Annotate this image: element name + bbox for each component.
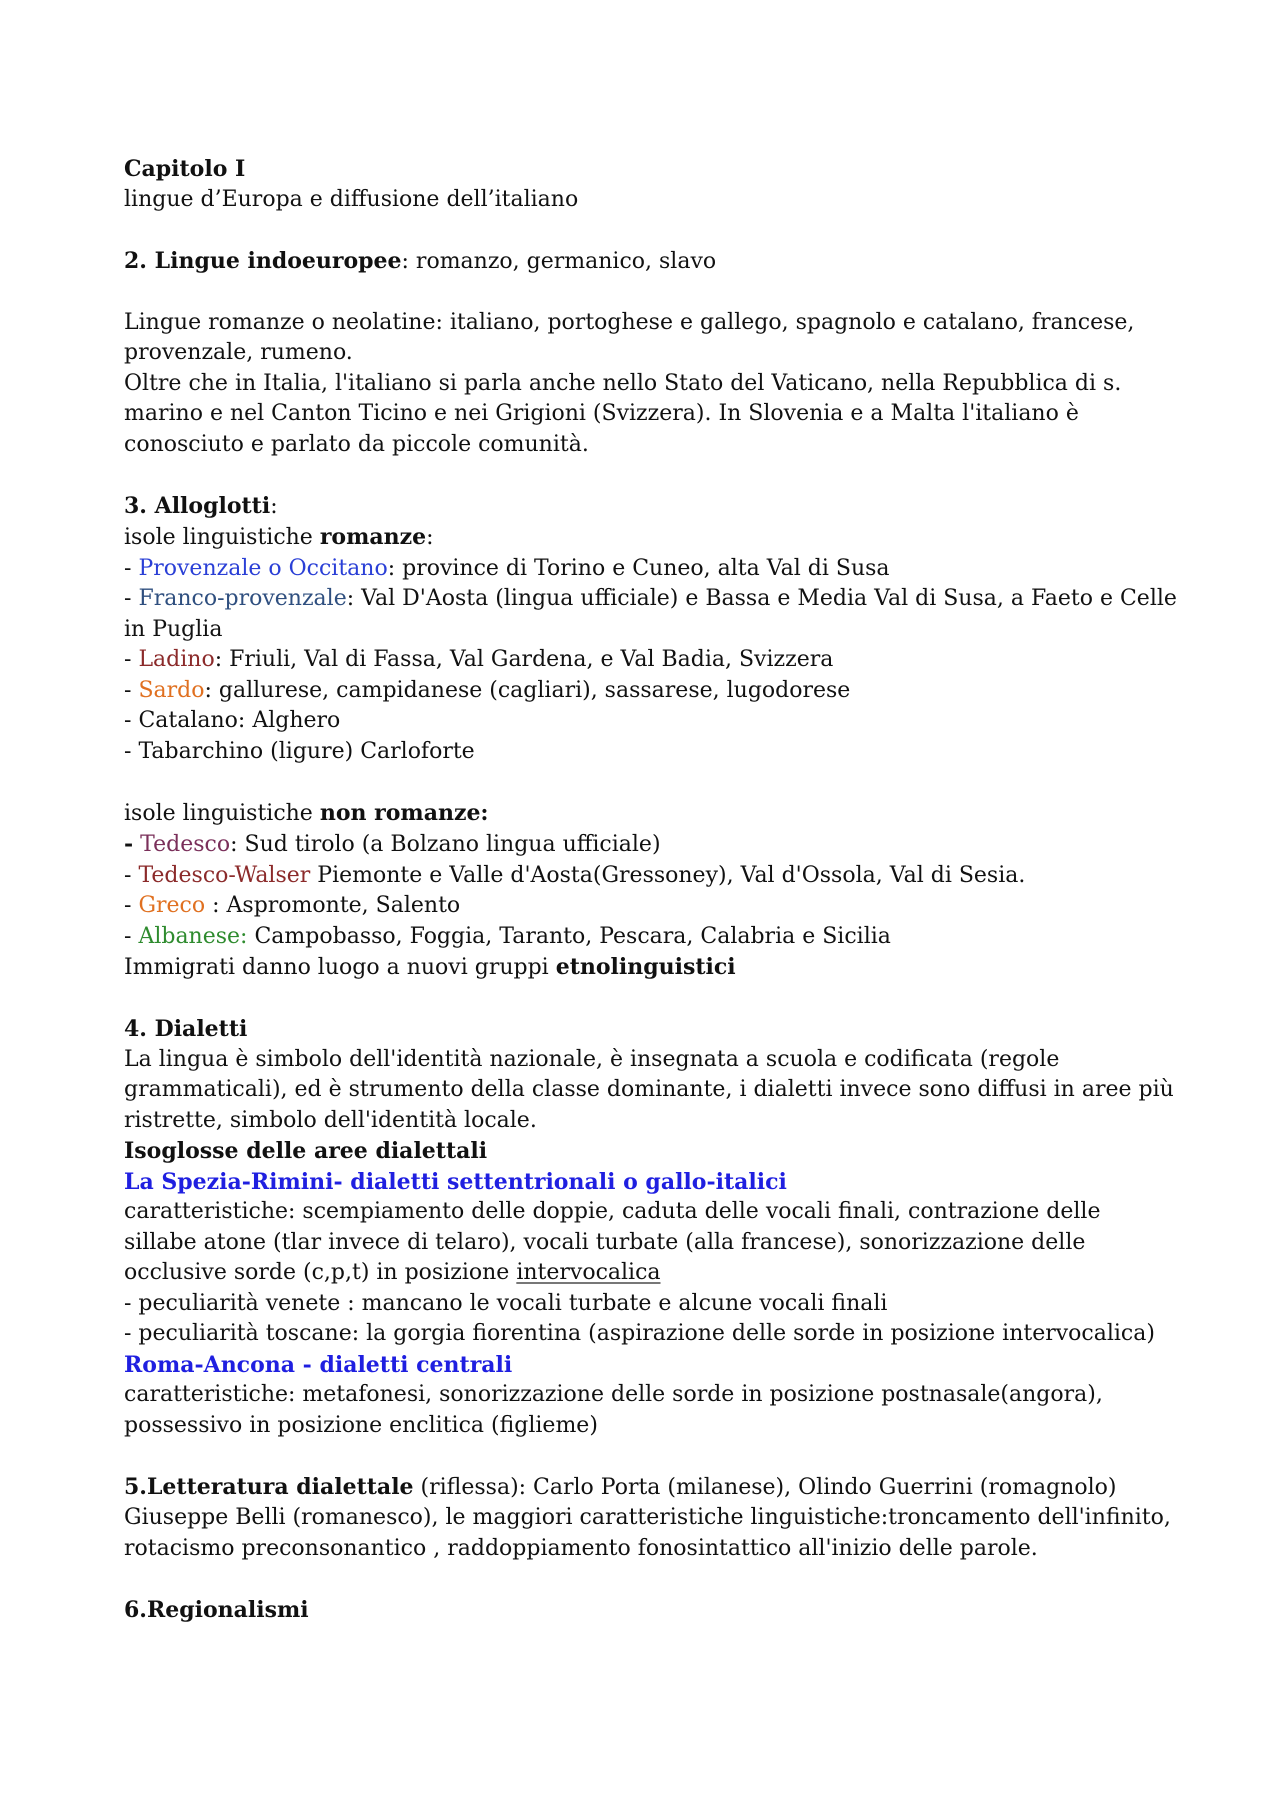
section-2-title: 2. Lingue indoeuropee: [124, 247, 402, 274]
language-desc: Tabarchino (ligure) Carloforte: [138, 738, 475, 764]
section-5-title: 5.Letteratura dialettale: [124, 1473, 414, 1500]
language-name: Tedesco-Walser: [138, 862, 311, 888]
non-romanze-bold: non romanze:: [319, 799, 489, 826]
list-item: - Franco-provenzale: Val D'Aosta (lingua ufficiale) e Bassa e Media Val di Susa, a Faeto e Celle in Puglia: [124, 586, 1177, 642]
romanze-bold: romanze: [319, 524, 427, 550]
section-4-heading: 4. Dialetti: [124, 1016, 248, 1042]
center-dialects-text: caratteristiche: metafonesi, sonorizzazione delle sorde in posizione postnasale(angora), possessivo in posizione enclitica (figlieme): [124, 1382, 1103, 1438]
language-desc: : province di Torino e Cuneo, alta Val di Susa: [387, 555, 890, 581]
north-dialects-heading: La Spezia-Rimini- dialetti settentrionali o gallo-italici: [124, 1168, 787, 1195]
language-name: Tedesco: [140, 832, 231, 857]
language-desc: : gallurese, campidanese (cagliari), sassarese, lugodorese: [204, 677, 851, 703]
chapter-title: Capitolo I: [124, 156, 246, 182]
section-3-title: 3. Alloglotti: [124, 492, 271, 519]
non-romanze-pre: isole linguistiche: [124, 800, 320, 826]
center-dialects-heading: Roma-Ancona - dialetti centrali: [124, 1351, 513, 1378]
section-5-paragraph: [124, 1472, 1180, 1565]
language-name: Greco: [138, 893, 206, 918]
section-4-paragraph: La lingua è simbolo dell'identità nazionale, è insegnata a scuola e codificata (regole grammaticali), ed è strumento della classe dominante, i dialetti invece sono diffusi in aree più ristrette, simbolo dell'identità locale.: [124, 1046, 1174, 1133]
language-desc: : Friuli, Val di Fassa, Val Gardena, e Val Badia, Svizzera: [214, 647, 834, 672]
language-desc: Piemonte e Valle d'Aosta(Gressoney), Val d'Ossola, Val di Sesia.: [310, 862, 1026, 888]
language-desc: : Aspromonte, Salento: [205, 893, 461, 918]
list-item: - Greco : Aspromonte, Salento: [124, 893, 461, 918]
language-name: Ladino: [138, 647, 215, 672]
list-item: - Sardo: gallurese, campidanese (cagliari), sassarese, lugodorese: [124, 677, 851, 703]
list-item: - Albanese: Campobasso, Foggia, Taranto, Pescara, Calabria e Sicilia: [124, 923, 891, 949]
section-3-heading: [124, 491, 1180, 523]
romanze-pre: isole linguistiche: [124, 525, 320, 550]
section-6-heading: 6.Regionalismi: [124, 1596, 309, 1623]
list-item: - Tabarchino (ligure) Carloforte: [124, 738, 475, 764]
chapter-subtitle: lingue d’Europa e diffusione dell’italiano: [124, 186, 579, 212]
language-desc: : Val D'Aosta (lingua ufficiale) e Bassa e Media Val di Susa, a Faeto e Celle in Puglia: [124, 586, 1177, 642]
language-desc: Campobasso, Foggia, Taranto, Pescara, Calabria e Sicilia: [247, 923, 891, 949]
list-item: - Catalano: Alghero: [124, 708, 341, 733]
section-2-rest: : romanzo, germanico, slavo: [401, 248, 717, 274]
isoglosse-heading: Isoglosse delle aree dialettali: [124, 1138, 488, 1164]
immigrati-bold: etnolinguistici: [555, 954, 736, 980]
toscane-line: - peculiarità toscane: la gorgia fiorentina (aspirazione delle sorde in posizione intervocalica): [124, 1321, 1155, 1346]
language-desc: : Sud tirolo (a Bolzano lingua ufficiale): [230, 832, 661, 857]
romanze-heading: [124, 522, 1180, 554]
romanze-post: :: [426, 525, 434, 550]
list-item: - Tedesco-Walser Piemonte e Valle d'Aosta(Gressoney), Val d'Ossola, Val di Sesia.: [124, 862, 1026, 888]
section-5-rest: (riflessa): Carlo Porta (milanese), Olindo Guerrini (romagnolo) Giuseppe Belli (romanesco), le maggiori caratteristiche linguistiche:troncamento dell'infinito, rotacismo preconsonantico , raddoppiamento fonosintattico all'inizio delle parole.: [124, 1474, 1171, 1561]
list-item: - Ladino: Friuli, Val di Fassa, Val Gardena, e Val Badia, Svizzera: [124, 647, 834, 672]
north-text: caratteristiche: scempiamento delle doppie, caduta delle vocali finali, contrazione delle sillabe atone (tlar invece di telaro), vocali turbate (alla francese), sonorizzazione delle occlusive sorde (c,p,t) in posizione: [124, 1199, 1101, 1285]
list-item: - Tedesco: Sud tirolo (a Bolzano lingua ufficiale): [124, 831, 661, 857]
language-name: Franco-provenzale: [138, 586, 347, 611]
section-2-heading: [124, 246, 1180, 278]
language-name: Albanese:: [138, 923, 248, 949]
immigrati-line: [124, 952, 1180, 984]
language-desc: Catalano: Alghero: [138, 708, 341, 733]
north-dialects-text: [124, 1197, 1180, 1289]
language-name: Sardo: [138, 677, 205, 703]
venete-line: - peculiarità venete : mancano le vocali turbate e alcune vocali finali: [124, 1290, 888, 1316]
immigrati-pre: Immigrati danno luogo a nuovi gruppi: [124, 955, 556, 980]
non-romanze-heading: [124, 798, 1180, 830]
section-2-paragraph-2: Oltre che in Italia, l'italiano si parla anche nello Stato del Vaticano, nella Repubblica di s. marino e nel Canton Ticino e nei Grigioni (Svizzera). In Slovenia e a Malta l'italiano è conosciuto e parlato da piccole comunità.: [124, 370, 1122, 457]
section-3-colon: :: [270, 493, 278, 519]
underlined-term: intervocalica: [516, 1260, 661, 1285]
language-name: Provenzale o Occitano: [138, 555, 388, 581]
section-2-paragraph-1: Lingue romanze o neolatine: italiano, portoghese e gallego, spagnolo e catalano, francese, provenzale, rumeno.: [124, 309, 1135, 365]
list-item: - Provenzale o Occitano: province di Torino e Cuneo, alta Val di Susa: [124, 555, 890, 581]
